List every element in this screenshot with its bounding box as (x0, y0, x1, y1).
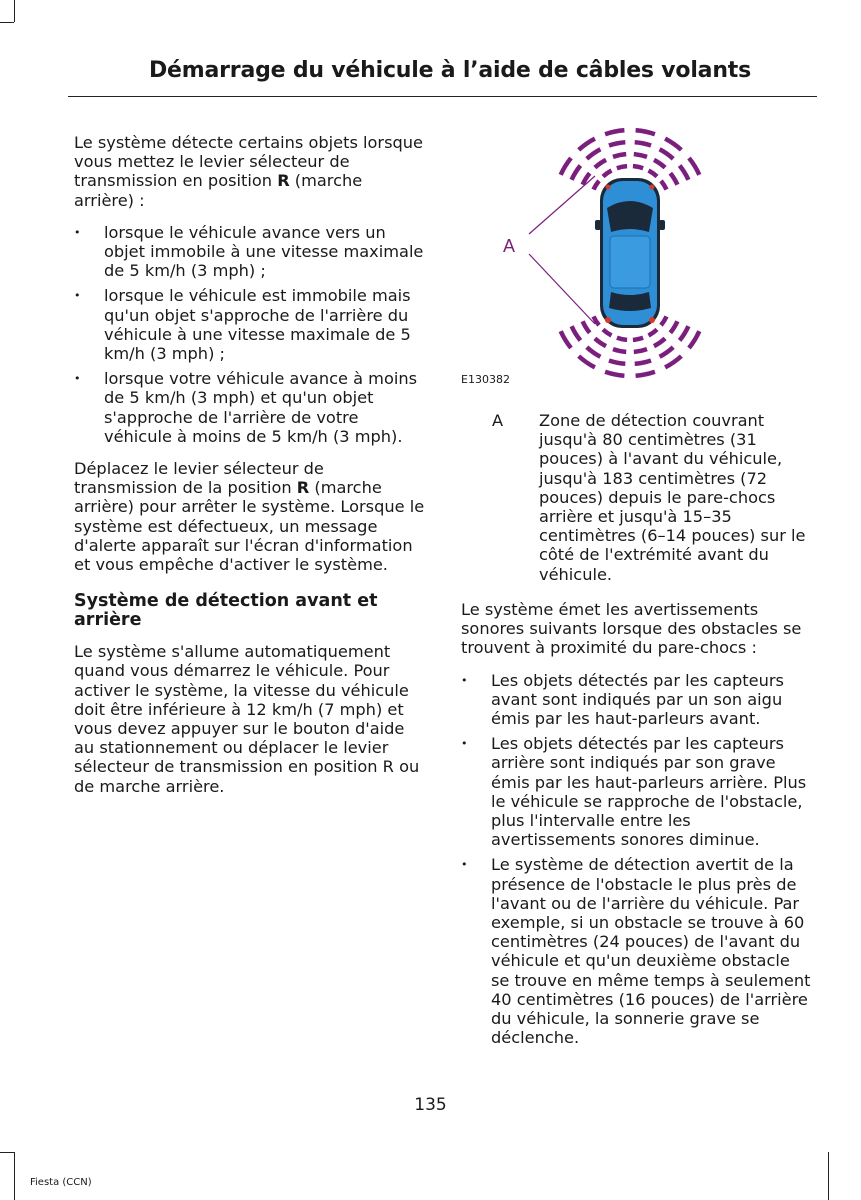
crop-mark (14, 0, 15, 22)
intro-text: Le système détecte certains objets lorsque vous mettez le levier sélecteur de transmission en position (74, 133, 424, 191)
detection-arc-dash (665, 356, 681, 367)
left-column (74, 133, 426, 809)
warning-intro: Le système émet les avertissements sonores suivants lorsque des obstacles se trouvent à proximité du pare-chocs : (461, 600, 802, 658)
detection-arc-dash (617, 166, 627, 168)
detection-arc-dash (617, 338, 627, 340)
detection-arc-dash (649, 171, 658, 177)
detection-arc-dash (680, 166, 689, 180)
detection-arc-dash (689, 158, 699, 175)
page-title: Démarrage du véhicule à l’aide de câbles volants (149, 58, 751, 83)
title-divider (68, 96, 817, 97)
detection-arc-dash (609, 361, 625, 364)
detection-arc-dash (594, 181, 600, 190)
detection-arc-dash (572, 326, 581, 340)
detection-arc-dash (583, 173, 590, 185)
detection-arc-dash (583, 321, 590, 333)
detection-arc-dash (636, 372, 655, 376)
callout-key: A (492, 411, 504, 430)
detection-arc-dash (603, 330, 612, 336)
detection-arc-dash (561, 158, 571, 175)
crop-mark (0, 1152, 14, 1153)
reverse-detection-list (74, 223, 426, 446)
detection-arc-dash (660, 149, 674, 159)
detection-arc-dash (670, 321, 677, 333)
detection-arc-dash (654, 338, 665, 346)
detection-arc-dash (595, 338, 606, 346)
deactivate-paragraph (74, 459, 426, 574)
crop-mark (0, 22, 14, 23)
detection-arc-dash (603, 171, 612, 177)
detection-arc-dash (654, 160, 665, 168)
detection-arc-dash (579, 139, 595, 150)
warning-list (461, 671, 813, 1048)
deactivate-gear-r: R (296, 478, 310, 498)
detection-arc-dash (579, 356, 595, 367)
detection-arc-dash (609, 142, 625, 145)
right-column (461, 600, 813, 1060)
list-item: • Les objets détectés par les capteurs arrière sont indiqués par son grave émis par les haut-parleurs arrière. Plus le véhicule se rapproche de l'obstacle, plus l'intervalle entre les avertissements sonores diminue. (461, 734, 813, 849)
detection-arc-dash (635, 142, 651, 145)
intro-paragraph (74, 133, 426, 210)
list-item: • Le système de détection avertit de la présence de l'obstacle le plus près de l'avant ou de l'arrière du véhicule. Par exemple, si un obstacle se trouve à 60 centimètres (24 pouces) de l'avant du véhicule et qu'un deuxième obstacle se trouve en même temps à seulement 40 centimètres (16 pouces) de l'arrière du véhicule, la sonnerie grave se déclenche. (461, 855, 813, 1047)
leader-line-front (529, 176, 595, 234)
detection-arc-dash (689, 331, 699, 348)
activation-paragraph: Le système s'allume automatiquement quand vous démarrez le véhicule. Pour activer le système, la vitesse du véhicule doit être inférieure à 12 km/h (7 mph) et vous devez appuyer sur le bouton d'aide au stationnement ou déplacer le levier sélecteur de transmission en position R ou de marche arrière. (74, 642, 420, 796)
detection-arc-dash (680, 326, 689, 340)
detection-arc-dash (561, 331, 571, 348)
detection-arc-dash (595, 160, 606, 168)
detection-arc-dash (636, 130, 655, 134)
detection-arc-dash (661, 181, 667, 190)
parking-sensor-diagram (461, 128, 813, 393)
detection-arc-dash (635, 361, 651, 364)
detection-arc-dash (633, 166, 643, 168)
intro-text-end: (marche arrière) : (74, 171, 363, 210)
callout-text: Zone de détection couvrant jusqu'à 80 centimètres (31 pouces) à l'avant du véhicule, jusqu'à 183 centimètres (72 pouces) depuis le pare-chocs arrière et jusqu'à 15–35 centimètres (6–14 pouces) sur le côté de l'extrémité avant du véhicule. (539, 411, 806, 584)
list-item: • lorsque le véhicule avance vers un objet immobile à une vitesse maximale de 5 km/h (3 mph) ; (74, 223, 426, 281)
edition-label: Fiesta (CCN) (30, 1177, 92, 1188)
detection-arc-dash (660, 347, 674, 357)
detection-arc-dash (634, 349, 647, 352)
detection-arc-dash (605, 130, 624, 134)
detection-arc-dash (605, 372, 624, 376)
list-item: • lorsque votre véhicule avance à moins de 5 km/h (3 mph) et qu'un objet s'approche de l'arrière de votre véhicule à moins de 5 km/h (3 mph). (74, 369, 426, 446)
detection-arc-dash (587, 149, 601, 159)
detection-arc-dash (572, 166, 581, 180)
figure-code: E130382 (461, 373, 510, 386)
parking-sensor-figure (461, 128, 813, 393)
list-item: • Les objets détectés par les capteurs avant sont indiqués par un son aigu émis par les haut-parleurs avant. (461, 671, 813, 729)
detection-arc-dash (634, 154, 647, 157)
crop-mark (828, 1152, 829, 1200)
section-heading: Système de détection avant et arrière (74, 591, 378, 631)
intro-gear-r: R (277, 171, 290, 191)
detection-arc-dash (649, 330, 658, 336)
deactivate-text: Déplacez le levier sélecteur de transmission de la position (74, 459, 324, 498)
detection-arc-dash (665, 139, 681, 150)
crop-mark (14, 1152, 15, 1200)
detection-arc-dash (613, 349, 626, 352)
page-number: 135 (414, 1095, 447, 1115)
list-item: • lorsque le véhicule est immobile mais qu'un objet s'approche de l'arrière du véhicule à une vitesse maximale de 5 km/h (3 mph) ; (74, 286, 426, 363)
leader-line-rear (529, 254, 595, 324)
detection-arc-dash (633, 338, 643, 340)
detection-arc-dash (661, 316, 667, 325)
detection-arc-dash (587, 347, 601, 357)
car-top-view (595, 178, 665, 328)
zone-label-a: A (503, 236, 516, 256)
deactivate-text-end: (marche arrière) pour arrêter le système. Lorsque le système est défectueux, un message d'alerte apparaît sur l'écran d'information et vous empêche d'activer le système. (74, 478, 425, 575)
detection-arc-dash (613, 154, 626, 157)
detection-arc-dash (670, 173, 677, 185)
